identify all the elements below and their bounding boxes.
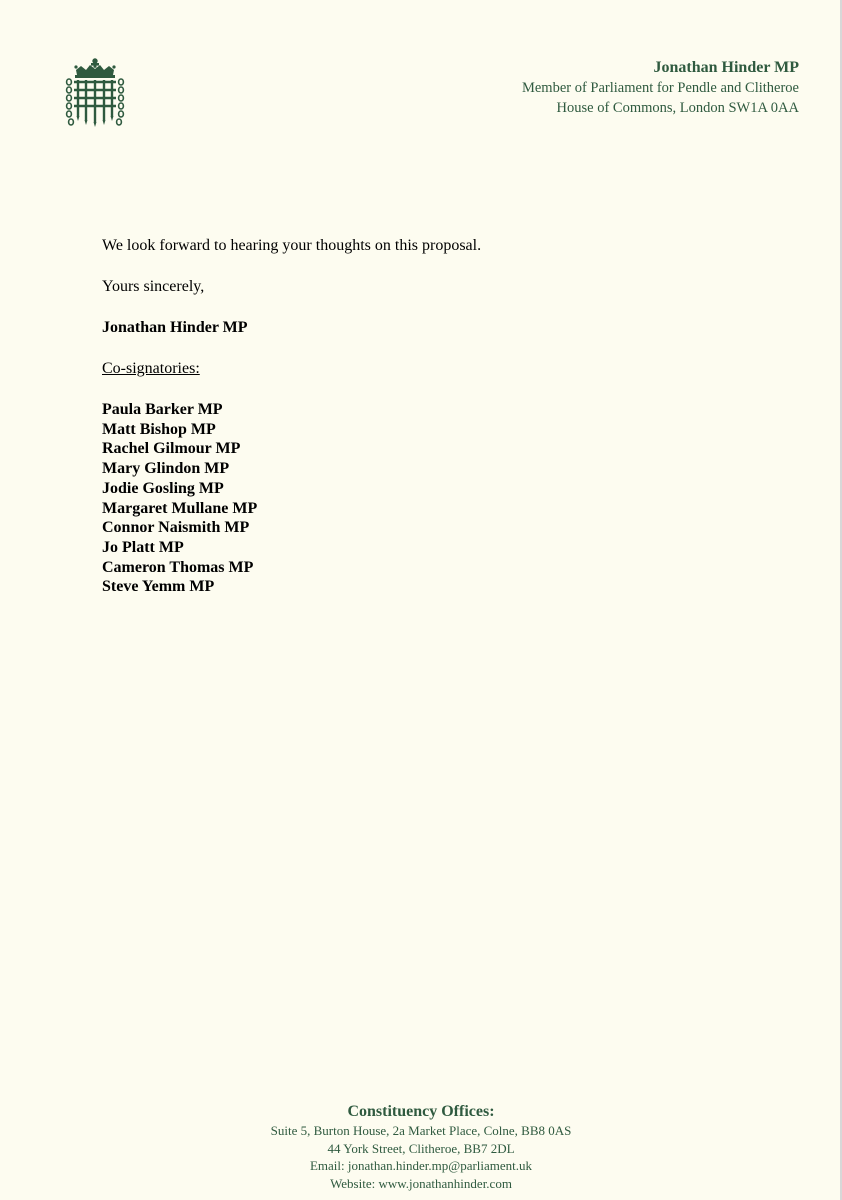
cosignatories-heading: Co-signatories: (102, 360, 200, 377)
closing-paragraph: We look forward to hearing your thoughts on this proposal. (102, 237, 482, 254)
cosignatories-list (102, 400, 762, 597)
footer-office-colne: Suite 5, Burton House, 2a Market Place, Colne, BB8 0AS (270, 1123, 572, 1138)
cosignatory: Mary Glindon MP (102, 460, 230, 478)
cosignatory: Steve Yemm MP (102, 578, 215, 596)
footer-heading: Constituency Offices: (347, 1103, 495, 1120)
letter-body (102, 236, 762, 597)
cosignatory: Jodie Gosling MP (102, 479, 224, 497)
cosignatory: Rachel Gilmour MP (102, 440, 241, 458)
footer (0, 1102, 842, 1192)
portcullis-icon (64, 58, 126, 132)
footer-email: Email: jonathan.hinder.mp@parliament.uk (309, 1158, 533, 1173)
cosignatory: Cameron Thomas MP (102, 558, 254, 576)
cosignatory: Jo Platt MP (102, 538, 184, 556)
cosignatory: Paula Barker MP (102, 401, 223, 418)
footer-website: Website: www.jonathanhinder.com (330, 1175, 512, 1191)
cosignatory: Connor Naismith MP (102, 519, 250, 537)
letterhead-address: House of Commons, London SW1A 0AA (556, 100, 799, 116)
footer-office-clitheroe: 44 York Street, Clitheroe, BB7 2DL (327, 1140, 515, 1156)
cosignatory: Margaret Mullane MP (102, 499, 258, 517)
valediction: Yours sincerely, (102, 278, 205, 295)
letterhead-name: Jonathan Hinder MP (653, 59, 799, 76)
letterhead (522, 58, 799, 118)
cosignatory: Matt Bishop MP (102, 420, 216, 438)
letterhead-role: Member of Parliament for Pendle and Clitheroe (521, 80, 799, 96)
signatory-name: Jonathan Hinder MP (102, 319, 248, 336)
